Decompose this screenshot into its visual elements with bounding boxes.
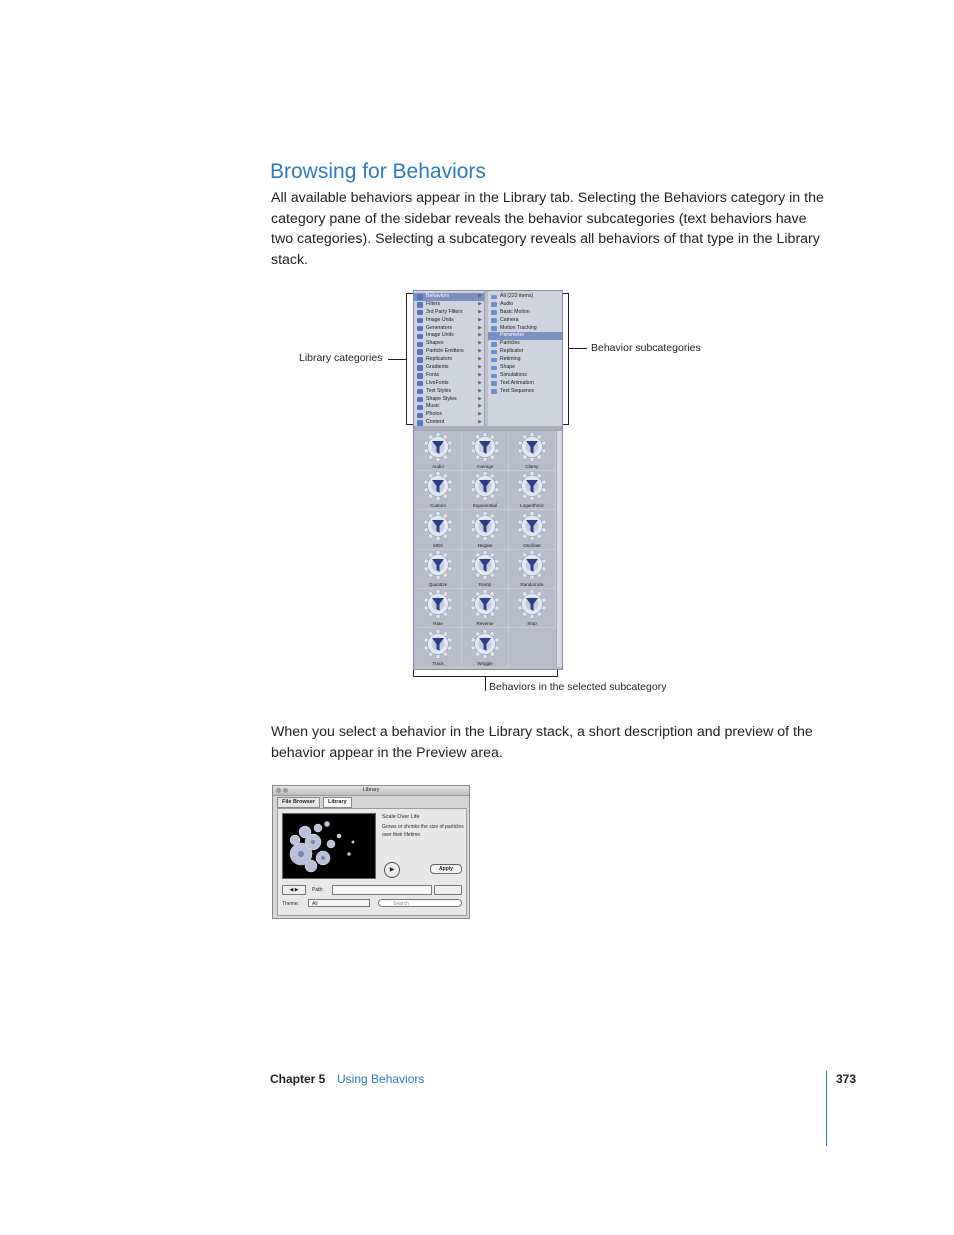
play-icon[interactable]: ▶ bbox=[384, 862, 400, 878]
category-item[interactable] bbox=[414, 348, 484, 356]
behavior-item[interactable] bbox=[415, 510, 462, 550]
behavior-label: Wriggle bbox=[477, 660, 493, 666]
folder-icon bbox=[491, 350, 497, 355]
behavior-item[interactable] bbox=[415, 470, 462, 510]
path-popup[interactable] bbox=[332, 885, 432, 895]
category-item[interactable] bbox=[414, 388, 484, 396]
category-label: Fonts bbox=[426, 371, 439, 378]
disclosure-arrow-icon: ▶ bbox=[478, 371, 482, 378]
close-icon[interactable] bbox=[276, 788, 281, 793]
subcategory-label: Shape bbox=[500, 364, 516, 371]
category-icon bbox=[417, 349, 423, 355]
folder-icon bbox=[491, 389, 497, 394]
behavior-item[interactable] bbox=[509, 588, 556, 628]
theme-popup[interactable]: All bbox=[308, 899, 370, 907]
category-label: Image Units bbox=[426, 332, 454, 339]
subcategory-item[interactable] bbox=[488, 332, 562, 340]
folder-icon bbox=[491, 334, 497, 339]
gear-funnel-icon bbox=[516, 471, 548, 501]
footer-rule bbox=[826, 1071, 827, 1146]
behavior-item[interactable] bbox=[415, 628, 462, 668]
category-item[interactable] bbox=[414, 332, 484, 340]
folder-icon bbox=[491, 381, 497, 386]
behavior-item[interactable] bbox=[509, 470, 556, 510]
disclosure-arrow-icon: ▶ bbox=[478, 379, 482, 386]
category-icon bbox=[417, 342, 423, 348]
category-icon bbox=[417, 326, 423, 332]
disclosure-arrow-icon: ▶ bbox=[478, 411, 482, 418]
callout-behavior-subcategories: Behavior subcategories bbox=[591, 342, 701, 354]
category-label: Particle Emitters bbox=[426, 348, 464, 355]
category-item[interactable] bbox=[414, 309, 484, 317]
behavior-item[interactable] bbox=[415, 588, 462, 628]
subcategory-item[interactable] bbox=[488, 309, 562, 317]
behavior-item[interactable] bbox=[462, 431, 509, 471]
categories-leader bbox=[388, 359, 406, 360]
category-label: Music bbox=[426, 403, 440, 410]
folder-icon bbox=[491, 310, 497, 315]
category-label: Filters bbox=[426, 300, 441, 307]
category-item[interactable] bbox=[414, 340, 484, 348]
behavior-label: Average bbox=[476, 464, 494, 469]
disclosure-arrow-icon: ▶ bbox=[478, 364, 482, 371]
category-icon bbox=[417, 405, 423, 411]
category-label: Gradients bbox=[426, 364, 449, 371]
subcategory-item[interactable] bbox=[488, 364, 562, 372]
window-title: Library bbox=[362, 787, 380, 793]
disclosure-arrow-icon: ▶ bbox=[478, 348, 482, 355]
apply-button[interactable]: Apply bbox=[430, 864, 462, 874]
category-item[interactable] bbox=[414, 372, 484, 380]
disclosure-arrow-icon: ▶ bbox=[478, 395, 482, 402]
disclosure-arrow-icon: ▶ bbox=[478, 340, 482, 347]
gear-funnel-icon bbox=[469, 629, 501, 659]
subcategory-label: Text Animation bbox=[500, 379, 534, 386]
folder-icon bbox=[491, 374, 497, 379]
category-label: Generators bbox=[426, 324, 452, 331]
disclosure-arrow-icon: ▶ bbox=[478, 324, 482, 331]
folder-icon bbox=[491, 295, 497, 300]
footer-section[interactable]: Using Behaviors bbox=[337, 1072, 425, 1086]
category-item[interactable] bbox=[414, 403, 484, 411]
disclosure-arrow-icon: ▶ bbox=[478, 403, 482, 410]
category-label: Behaviors bbox=[426, 293, 450, 299]
subcategory-label: Simulations bbox=[500, 371, 527, 378]
subcategory-label: Camera bbox=[500, 316, 519, 323]
behavior-label: Rate bbox=[433, 621, 443, 627]
disclosure-arrow-icon: ▶ bbox=[478, 356, 482, 363]
category-icon bbox=[417, 302, 423, 308]
behavior-description: Grows or shrinks the size of particles over their lifetime. bbox=[382, 824, 464, 838]
behavior-label: Clamp bbox=[525, 464, 539, 469]
behavior-label: Randomize bbox=[520, 581, 544, 587]
folder-icon bbox=[491, 342, 497, 347]
page-number: 373 bbox=[836, 1072, 857, 1086]
subcategory-item[interactable] bbox=[488, 301, 562, 309]
subcategory-item[interactable] bbox=[488, 317, 562, 325]
behavior-item[interactable] bbox=[415, 549, 462, 589]
preview-paragraph: When you select a behavior in the Library stack, a short description and preview of the behavior appear in the Preview area. bbox=[271, 724, 813, 761]
subcategory-label: Parameter bbox=[500, 332, 525, 339]
window-titlebar bbox=[273, 786, 469, 796]
stack-leader bbox=[485, 677, 486, 691]
gear-funnel-icon bbox=[469, 589, 501, 619]
behavior-label: Stop bbox=[527, 621, 537, 627]
category-item[interactable] bbox=[414, 356, 484, 364]
folder-icon bbox=[491, 358, 497, 363]
category-item[interactable] bbox=[414, 411, 484, 419]
gear-funnel-icon bbox=[469, 511, 501, 541]
library-window bbox=[272, 785, 470, 919]
subcategory-label: Text Sequence bbox=[500, 387, 535, 394]
behavior-item[interactable] bbox=[462, 470, 509, 510]
subcategory-item[interactable] bbox=[488, 356, 562, 364]
disclosure-arrow-icon: ▶ bbox=[478, 300, 482, 307]
gear-funnel-icon bbox=[469, 550, 501, 580]
gear-funnel-icon bbox=[422, 471, 454, 501]
category-icon bbox=[417, 389, 423, 395]
subcategory-label: Particles bbox=[500, 340, 520, 347]
folder-icon bbox=[491, 326, 497, 331]
subcategory-label: Audio bbox=[500, 300, 514, 307]
behavior-label: Custom bbox=[430, 503, 446, 509]
category-label: Replicators bbox=[426, 356, 452, 363]
category-item[interactable] bbox=[414, 293, 484, 301]
subcategory-item[interactable] bbox=[488, 388, 562, 396]
behavior-label: Negate bbox=[477, 542, 493, 548]
behavior-label: Exponential bbox=[472, 503, 497, 509]
gear-funnel-icon bbox=[422, 511, 454, 541]
gear-funnel-icon bbox=[422, 550, 454, 580]
gear-funnel-icon bbox=[516, 432, 548, 462]
subcategory-item[interactable] bbox=[488, 372, 562, 380]
behavior-label: Quantize bbox=[428, 581, 448, 587]
gear-funnel-icon bbox=[469, 432, 501, 462]
behavior-item[interactable] bbox=[415, 431, 462, 471]
subcategory-label: All (222 items) bbox=[500, 293, 534, 299]
subcategory-label: Retiming bbox=[500, 356, 521, 363]
subcategory-item[interactable] bbox=[488, 340, 562, 348]
category-icon bbox=[417, 294, 423, 300]
subcategory-label: Replicator bbox=[500, 348, 524, 355]
subcategory-label: Basic Motion bbox=[500, 308, 530, 315]
gear-funnel-icon bbox=[422, 629, 454, 659]
behavior-label: Ramp bbox=[478, 581, 492, 587]
subcategory-item[interactable] bbox=[488, 348, 562, 356]
behavior-item[interactable] bbox=[509, 431, 556, 471]
gear-funnel-icon bbox=[516, 511, 548, 541]
category-icon bbox=[417, 334, 423, 340]
category-icon bbox=[417, 413, 423, 419]
category-item[interactable] bbox=[414, 380, 484, 388]
folder-icon bbox=[491, 366, 497, 371]
category-label: LiveFonts bbox=[426, 379, 449, 386]
behavior-item[interactable] bbox=[462, 510, 509, 550]
category-label: Shape Styles bbox=[426, 395, 457, 402]
disclosure-arrow-icon: ▶ bbox=[478, 316, 482, 323]
view-toggle-buttons[interactable] bbox=[434, 885, 462, 895]
behavior-label: Audio bbox=[432, 464, 444, 469]
behavior-item[interactable] bbox=[462, 628, 509, 668]
subcategories-leader bbox=[569, 348, 587, 349]
disclosure-arrow-icon: ▶ bbox=[478, 308, 482, 315]
subcategory-label: Motion Tracking bbox=[500, 324, 537, 331]
gear-funnel-icon bbox=[516, 589, 548, 619]
category-pane bbox=[414, 291, 485, 426]
disclosure-arrow-icon: ▶ bbox=[478, 387, 482, 394]
disclosure-arrow-icon: ▶ bbox=[478, 419, 482, 426]
behavior-item[interactable] bbox=[509, 510, 556, 550]
subcategories-bracket-side bbox=[568, 293, 569, 424]
category-item[interactable] bbox=[414, 301, 484, 309]
disclosure-arrow-icon: ▶ bbox=[478, 332, 482, 339]
callout-behaviors-selected: Behaviors in the selected subcategory bbox=[489, 681, 667, 693]
behavior-label: Oscillate bbox=[523, 542, 541, 548]
category-item[interactable] bbox=[414, 317, 484, 325]
theme-label: Theme: bbox=[282, 901, 299, 907]
library-stack bbox=[415, 431, 555, 667]
behavior-label: Track bbox=[432, 660, 444, 666]
behavior-item[interactable] bbox=[462, 588, 509, 628]
category-label: Content bbox=[426, 419, 445, 426]
category-item[interactable] bbox=[414, 364, 484, 372]
back-forward-buttons[interactable]: ◀ ▶ bbox=[282, 885, 306, 895]
category-icon bbox=[417, 357, 423, 363]
category-icon bbox=[417, 373, 423, 379]
category-label: 3rd Party Filters bbox=[426, 308, 463, 315]
category-icon bbox=[417, 318, 423, 324]
search-input[interactable]: Search bbox=[378, 899, 462, 907]
path-label: Path: bbox=[312, 887, 324, 893]
footer-chapter: Chapter 5 bbox=[270, 1072, 326, 1086]
category-label: Text Styles bbox=[426, 387, 452, 394]
category-label: Photos bbox=[426, 411, 443, 418]
gear-funnel-icon bbox=[422, 589, 454, 619]
folder-icon bbox=[491, 318, 497, 323]
gear-funnel-icon bbox=[469, 471, 501, 501]
preview-area bbox=[277, 808, 467, 916]
subcategory-item[interactable] bbox=[488, 293, 562, 301]
tab-file-browser[interactable]: File Browser bbox=[277, 797, 320, 808]
subcategory-item[interactable] bbox=[488, 380, 562, 388]
behavior-item[interactable] bbox=[462, 549, 509, 589]
tab-library[interactable]: Library bbox=[323, 797, 352, 808]
category-icon bbox=[417, 397, 423, 403]
behavior-item[interactable] bbox=[509, 549, 556, 589]
callout-library-categories: Library categories bbox=[299, 352, 383, 364]
disclosure-arrow-icon: ▶ bbox=[478, 293, 482, 299]
behavior-label: Logarithmic bbox=[520, 503, 544, 509]
category-label: Shapes bbox=[426, 340, 444, 347]
subcategory-pane bbox=[488, 291, 562, 426]
category-item[interactable] bbox=[414, 396, 484, 404]
behavior-name: Scale Over Life bbox=[382, 814, 420, 820]
behavior-preview-image bbox=[282, 813, 376, 879]
behavior-label: Reverse bbox=[476, 621, 494, 627]
minimize-icon[interactable] bbox=[283, 788, 288, 793]
category-icon bbox=[417, 381, 423, 387]
category-item[interactable] bbox=[414, 325, 484, 333]
gear-funnel-icon bbox=[422, 432, 454, 462]
category-icon bbox=[417, 365, 423, 371]
intro-paragraph: All available behaviors appear in the Library tab. Selecting the Behaviors category in the category pane of the sidebar reveals the behavior subcategories (text behaviors have two categories). Selecting a subcategory reveals all behaviors of that type in the Library stack. bbox=[271, 190, 824, 268]
page-title: Browsing for Behaviors bbox=[270, 160, 486, 183]
gear-funnel-icon bbox=[516, 550, 548, 580]
category-icon bbox=[417, 310, 423, 316]
category-label: Image Units bbox=[426, 316, 454, 323]
subcategory-item[interactable] bbox=[488, 325, 562, 333]
stack-scrollbar[interactable] bbox=[556, 431, 562, 667]
behavior-label: MIDI bbox=[433, 542, 443, 548]
folder-icon bbox=[491, 302, 497, 307]
categories-bracket-side bbox=[406, 293, 407, 425]
library-panel bbox=[413, 290, 563, 670]
